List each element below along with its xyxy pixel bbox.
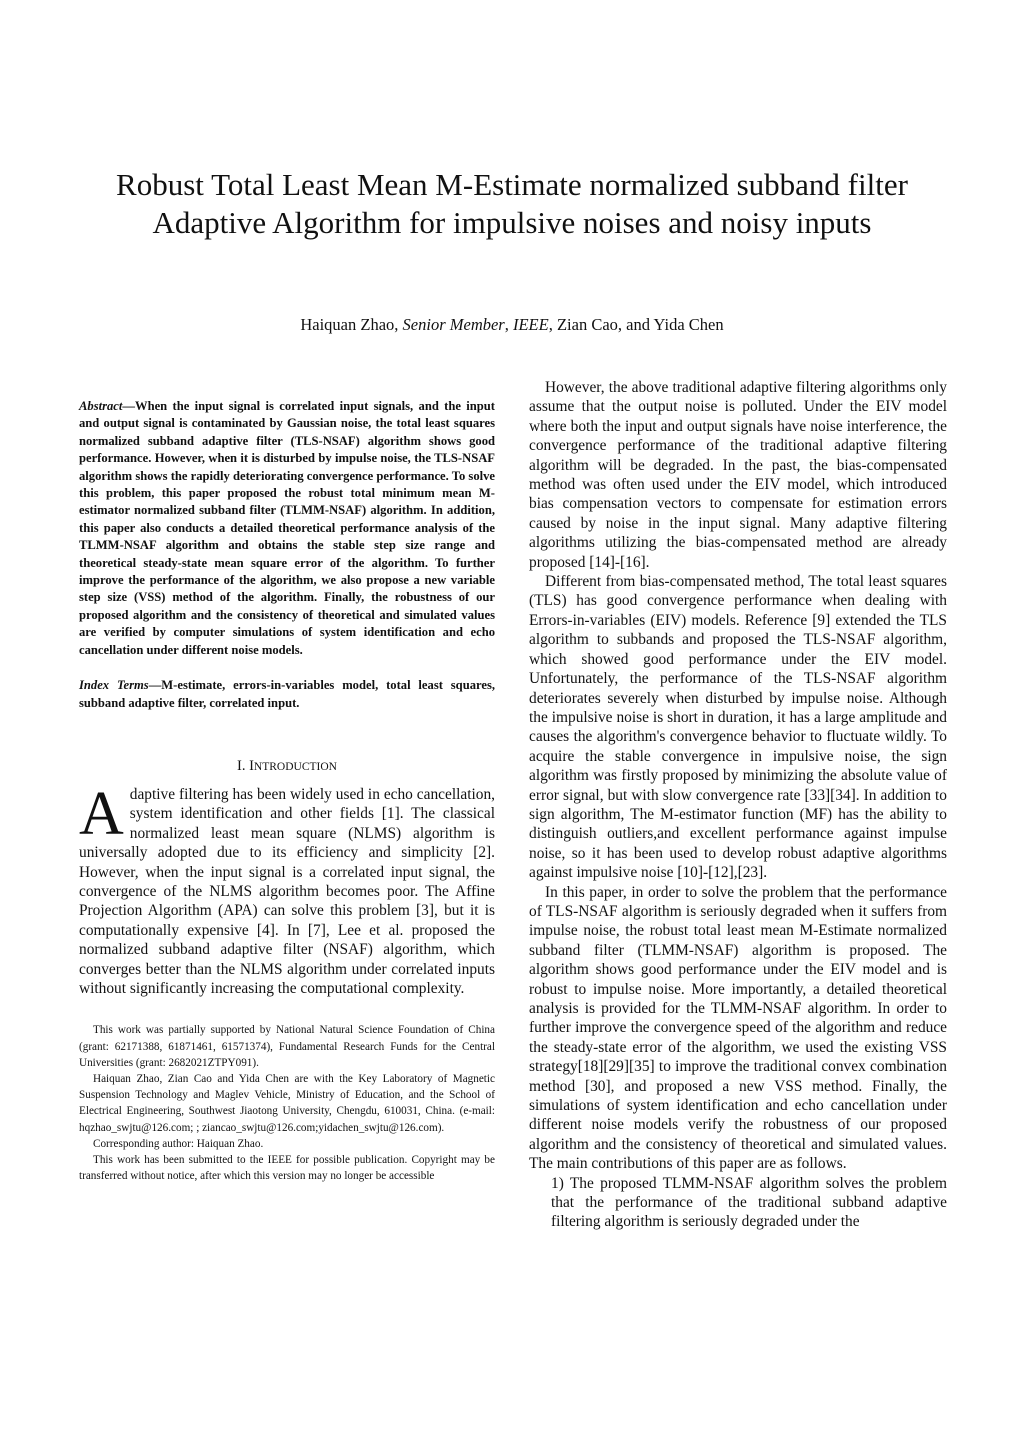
abstract-label: Abstract bbox=[79, 399, 123, 413]
paragraph-contribution: In this paper, in order to solve the problem that the performance of TLS-NSAF algorithm is seriously degraded when it suffers from impulse noise, the robust total least mean M-Estimate normalized subband filter (TLMM-NSAF) algorithm is proposed. The algorithm shows good performance under the EIV model and is robust to impulse noise. More importantly, a detailed theoretical analysis is provided for the TLMM-NSAF algorithm. In order to further improve the convergence speed of the algorithm and reduce the steady-state error of the algorithm, we used the existing VSS strategy[18][29][35] to improve the traditional convex combination method [30], and proposed a new VSS method. Finally, the simulations of system identification and echo cancellation under different noise models verify the robustness of our proposed algorithm and the consistency of theoretical and simulated values. The main contributions of this paper are as follows. bbox=[529, 883, 947, 1173]
contribution-item-1: 1) The proposed TLMM-NSAF algorithm solves the problem that the performance of the traditional subband adaptive filtering algorithm is seriously degraded under the bbox=[551, 1174, 947, 1231]
footnote-affiliation: Haiquan Zhao, Zian Cao and Yida Chen are with the Key Laboratory of Magnetic Suspension Technology and Maglev Vehicle, Ministry of Education, and the School of Electrical Engineering, Southwest Jiaotong University, Chengdu, 610031, China. (e-mail: hqzhao_swjtu@126.com; ; ziancao_swjtu@126.com;yidachen_swjtu@126.com). bbox=[79, 1072, 495, 1134]
drop-cap: A bbox=[79, 779, 124, 848]
index-terms-text: —M-estimate, errors-in-variables model, total least squares, subband adaptive filter, correlated input. bbox=[79, 678, 495, 710]
author-membership: Senior Member bbox=[402, 315, 505, 334]
left-column bbox=[79, 398, 495, 1184]
author-names-rest: , Zian Cao, and Yida Chen bbox=[548, 315, 724, 334]
paper-title: Robust Total Least Mean M-Estimate normalized subband filter Adaptive Algorithm for impulsive noises and noisy inputs bbox=[116, 167, 908, 240]
author-organization: IEEE bbox=[512, 315, 549, 334]
right-column bbox=[529, 378, 947, 1232]
abstract bbox=[79, 398, 495, 659]
abstract-text: —When the input signal is correlated input signals, and the input and output signal is contaminated by Gaussian noise, the total least squares normalized subband adaptive filter (TLS-NSAF) algorithm shows good performance. However, when it is disturbed by impulse noise, the TLS-NSAF algorithm shows the rapidly deteriorating convergence performance. To solve this problem, this paper proposed the robust total minimum mean M-estimator normalized subband filter (TLMM-NSAF) algorithm. In addition, this paper also conducts a detailed theoretical performance analysis of the TLMM-NSAF algorithm and obtains the stable step size range and theoretical steady-state mean square error of the algorithm. To further improve the performance of the algorithm, we also propose a new variable step size (VSS) method of the algorithm. Finally, the robustness of our proposed algorithm and the consistency of theoretical and simulated values are verified by computer simulations of system identification and echo cancellation under different noise models. bbox=[79, 399, 495, 657]
footnotes bbox=[79, 1022, 495, 1184]
author-names: Haiquan Zhao, bbox=[300, 315, 403, 334]
paragraph-eiv: However, the above traditional adaptive filtering algorithms only assume that the output noise is polluted. Under the EIV model where both the input and output signals have noise interference, the convergence performance of the traditional adaptive filtering algorithm will be degraded. In the past, the bias-compensated method was often used under the EIV model, which introduced bias compensation vectors to compensate for estimation errors caused by noise in the input signal. Many adaptive filtering algorithms utilizing the bias-compensated method are already proposed [14]-[16]. bbox=[529, 379, 947, 571]
intro-paragraph bbox=[79, 779, 495, 998]
index-terms-label: Index Terms bbox=[79, 678, 149, 693]
paragraph-tls: Different from bias-compensated method, The total least squares (TLS) has good convergence performance when dealing with Errors-in-variables (EIV) models. Reference [9] extended the TLS algorithm to subbands and proposed the TLS-NSAF algorithm, which showed good performance under the EIV model. Unfortunately, the performance of the TLS-NSAF algorithm deteriorates severely when disturbed by impulse noise. Although the impulsive noise is short in duration, it has a large amplitude and causes the algorithm's convergence behavior to fluctuate wildly. To acquire the stable convergence in impulsive noise, the sign algorithm was firstly proposed by minimizing the absolute value of error signal, but with slow convergence rate [33][34]. In addition to sign algorithm, The M-estimator function (MF) has the ability to distinguish outliers,and excellent performance against impulse noise, so it has been used to develop robust adaptive algorithms against impulsive noise [10]-[12],[23]. bbox=[529, 573, 947, 882]
footnote-funding: This work was partially supported by National Natural Science Foundation of China (grant: 62171388, 61871461, 61571374), Fundamental Research Funds for the Central Universities (grant: 2682021ZTPY091). bbox=[79, 1024, 495, 1069]
footnote-corresponding: Corresponding author: Haiquan Zhao. bbox=[93, 1137, 264, 1150]
footnote-copyright: This work has been submitted to the IEEE for possible publication. Copyright may be transferred without notice, after which this version may no longer be accessible bbox=[79, 1154, 495, 1183]
author-line: Haiquan Zhao, Senior Member, IEEE, Zian Cao, and Yida Chen bbox=[300, 315, 724, 334]
intro-text: daptive filtering has been widely used in echo cancellation, system identification and other fields [1]. The classical normalized least mean square (NLMS) algorithm is universally adopted due to its efficiency and simplicity [2]. However, when the input signal is a correlated input signal, the convergence of the NLMS algorithm becomes poor. The Affine Projection Algorithm (APA) can solve this problem [3], but it is computationally expensive [4]. In [7], Lee et al. proposed the normalized subband adaptive filter (NSAF) algorithm, which converges better than the NLMS algorithm under correlated inputs without significantly increasing the computational complexity. bbox=[79, 785, 495, 997]
section-heading-introduction: I. INTRODUCTION bbox=[237, 757, 337, 774]
index-terms bbox=[79, 677, 495, 712]
